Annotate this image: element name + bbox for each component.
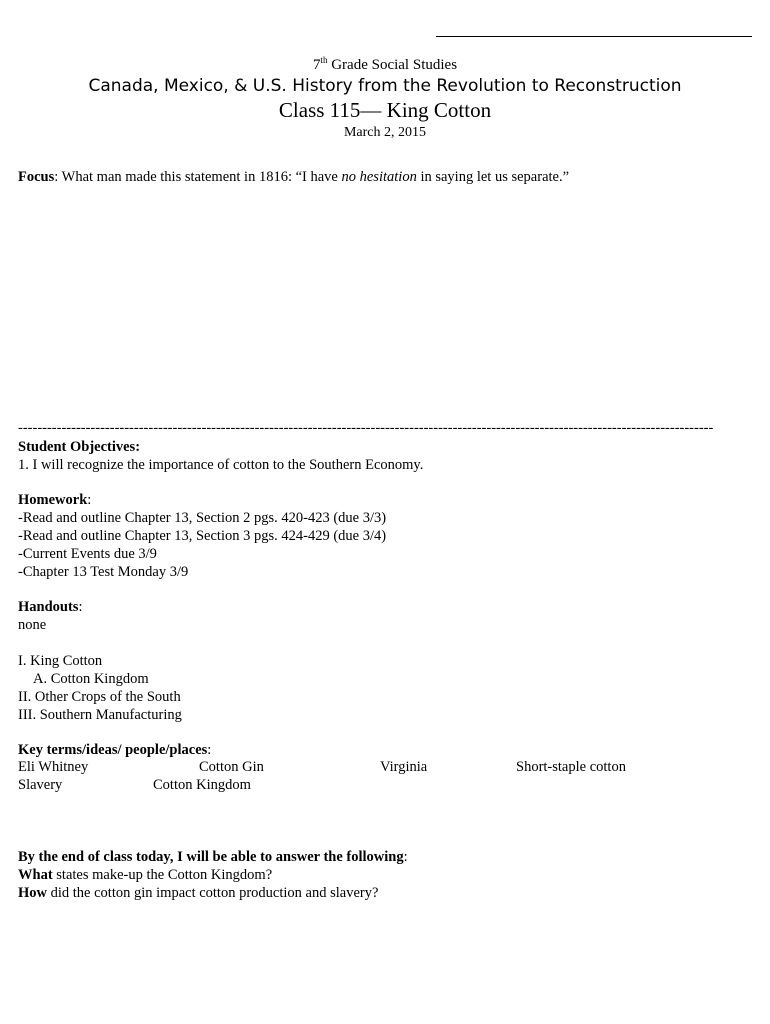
outline-item: I. King Cotton <box>18 653 103 669</box>
outline-subitem: A. Cotton Kingdom <box>33 671 149 687</box>
guiding-questions <box>18 848 408 902</box>
handouts-heading: Handouts: <box>18 599 83 615</box>
question-item: How did the cotton gin impact cotton production and slavery? <box>18 885 379 901</box>
focus-label: Focus <box>18 169 55 185</box>
key-term: Cotton Gin <box>199 759 264 775</box>
objective-item: 1. I will recognize the importance of cotton to the Southern Economy. <box>18 457 424 473</box>
class-title: Class 115— King Cotton <box>278 98 492 122</box>
handouts-value: none <box>18 617 47 633</box>
lesson-outline <box>18 652 182 724</box>
name-blank-line <box>436 36 752 37</box>
objectives-heading: Student Objectives: <box>18 439 141 455</box>
focus-question: Focus: What man made this statement in 1816: “I have no hesitation in saying let us separate.” <box>18 169 570 185</box>
section-divider: ------------------------------------------------------------------------------------------------------------------------------------------------ <box>18 420 714 436</box>
key-terms-heading: Key terms/ideas/ people/places: <box>18 742 212 758</box>
outline-item: III. Southern Manufacturing <box>18 707 182 723</box>
key-term: Cotton Kingdom <box>153 777 251 793</box>
outline-item: II. Other Crops of the South <box>18 689 181 705</box>
homework-heading: Homework: <box>18 492 92 508</box>
homework-item: -Read and outline Chapter 13, Section 3 pgs. 424-429 (due 3/4) <box>18 528 387 544</box>
homework-item: -Current Events due 3/9 <box>18 546 157 562</box>
key-term: Slavery <box>18 777 63 793</box>
objectives-section <box>18 438 423 474</box>
grade-subject: 7th Grade Social Studies <box>312 55 458 73</box>
questions-heading: By the end of class today, I will be able to answer the following: <box>18 849 408 865</box>
course-title: Canada, Mexico, & U.S. History from the Revolution to Reconstruction <box>88 76 682 96</box>
key-term: Short-staple cotton <box>516 759 626 775</box>
handouts-section <box>18 598 82 634</box>
homework-section <box>18 491 386 581</box>
key-term: Eli Whitney <box>18 759 89 775</box>
homework-item: -Read and outline Chapter 13, Section 2 pgs. 420-423 (due 3/3) <box>18 510 387 526</box>
question-item: What states make-up the Cotton Kingdom? <box>18 867 273 883</box>
key-term: Virginia <box>380 759 428 775</box>
class-date: March 2, 2015 <box>343 125 427 140</box>
homework-item: -Chapter 13 Test Monday 3/9 <box>18 564 189 580</box>
